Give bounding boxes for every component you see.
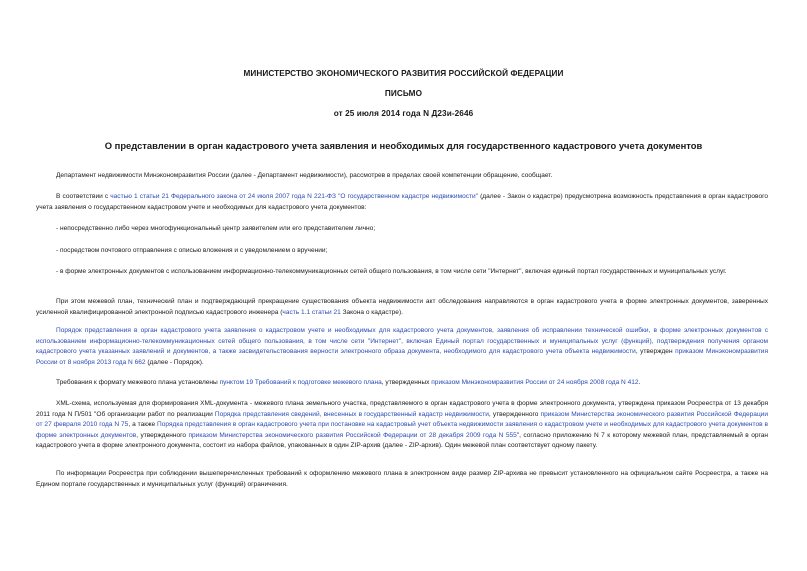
document-date-number: от 25 июля 2014 года N Д23и-2646 [333, 109, 474, 118]
paragraph-electronic-signature [36, 297, 768, 318]
paragraph-intro: Департамент недвижимости Минэкономразвития России (далее - Департамент недвижимости), рассмотрев в пределах своей компетенции обращение, сообщает. [56, 172, 553, 179]
law-link[interactable]: частью 1 статьи 21 Федерального закона от 24 июля 2007 года N 221-ФЗ "О государственном кадастре недвижимости" [110, 193, 478, 200]
article-link[interactable]: часть 1.1 статьи 21 [282, 308, 341, 316]
requirements-link[interactable]: пунктом 19 Требований к подготовке межевого плана [219, 379, 382, 386]
document-title: О представлении в орган кадастрового учета заявления и необходимых для государственного кадастрового учета документов [104, 140, 703, 151]
text-span: , утвержденного [488, 410, 541, 418]
paragraph-procedure [36, 326, 768, 368]
paragraph-legal-basis [36, 192, 768, 213]
procedure-link[interactable]: Порядок представления в орган кадастрового учета заявления о кадастровом учете и необходимых для кадастрового учета документов, заявления об исправлении технической ошибки, в форме электронных документов с использованием информационно-телекоммуникационных сетей общего пользования, в том числе сети "Интернет", включая Единый портал государственных и муниципальных услуг (функций), подтверждения получения органом кадастрового учета указанных заявлений и документов, а также засвидетельствования верности электронного образа документа, необходимого для кадастрового учета объекта недвижимости [36, 327, 768, 356]
procedure-link[interactable]: Порядка представления сведений, внесенных в государственный кадастр недвижимости [214, 410, 489, 418]
procedure-link[interactable]: Порядка представления в орган кадастрового учета при постановке на кадастровый учет объекта недвижимости заявления о кадастровом учете и необходимых для кадастрового учета документов в форме электронных документов [36, 421, 768, 439]
text-span: XML-схема, используемая для формирования XML-документа - межевого плана земельного участка, представляемого в орган кадастрового учета в форме электронного документа, утверждена приказом Росреестра от 13 декабря 2011 года N П/501 "Об организации работ по реализации [36, 400, 768, 418]
ministry-heading: МИНИСТЕРСТВО ЭКОНОМИЧЕСКОГО РАЗВИТИЯ РОССИЙСКОЙ ФЕДЕРАЦИИ [243, 69, 564, 78]
order-link[interactable]: приказом Минэкономразвития России от 8 ноября 2013 года N 662 [36, 348, 768, 366]
order-link[interactable]: приказом Министерства экономического развития Российской Федерации от 27 февраля 2010 года N 75 [36, 410, 769, 429]
text-span: (далее - Закон о кадастре) предусмотрена возможность представления в орган кадастрового учета заявления о государственном кадастровом учете и необходимых для кадастрового учета документов: [36, 193, 768, 211]
text-span: , утвержденного [136, 431, 189, 439]
list-item-in-person: - непосредственно либо через многофункциональный центр заявителем или его представителем лично; [56, 225, 376, 232]
text-span: , а также [128, 421, 158, 429]
text-span: ", согласно приложению N 7 к которому межевой план, представляемый в орган кадастрового учета в форме электронного документа, состоит из набора файлов, упакованных в один ZIP-архив (далее - ZIP-архив). Один межевой план соответствует одному пакету. [36, 431, 769, 450]
paragraph-format-requirements [36, 378, 768, 389]
list-item-postal: - посредством почтового отправления с описью вложения и с уведомлением о вручении; [56, 247, 328, 254]
order-link[interactable]: приказом Министерства экономического развития Российской Федерации от 28 декабря 2009 года N 555 [188, 431, 517, 439]
text-span: , утвержден [635, 348, 676, 356]
document-type: ПИСЬМО [384, 89, 423, 98]
text-span: (далее - Порядок). [145, 358, 204, 366]
text-span: . [638, 379, 641, 386]
text-span: Требования к формату межевого плана установлены [56, 379, 220, 386]
paragraph-conclusion: По информации Росреестра при соблюдении вышеперечисленных требований к оформлению межевого плана в электронном виде размер ZIP-архива не превысит установленного на официальном сайте Росреестра, а также на Едином портале государственных и муниципальных услуг (функций) ограничения. [36, 470, 768, 488]
text-span: При этом межевой план, технический план и подтверждающий прекращение существования объекта недвижимости акт обследования направляются в орган кадастрового учета в форме электронных документов, заверенных усиленной квалифицированной электронной подписью кадастрового инженера ( [36, 298, 768, 316]
text-span: , утвержденных [381, 379, 432, 386]
text-span: В соответствии с [56, 193, 111, 200]
text-span: Закона о кадастре). [340, 308, 403, 316]
list-item-electronic: - в форме электронных документов с использованием информационно-телекоммуникационных сетей общего пользования, в том числе сети "Интернет", включая единый портал государственных и муниципальных услуг. [56, 268, 727, 275]
order-link[interactable]: приказом Минэкономразвития России от 24 ноября 2008 года N 412 [431, 379, 639, 386]
paragraph-xml-schema [36, 399, 768, 452]
